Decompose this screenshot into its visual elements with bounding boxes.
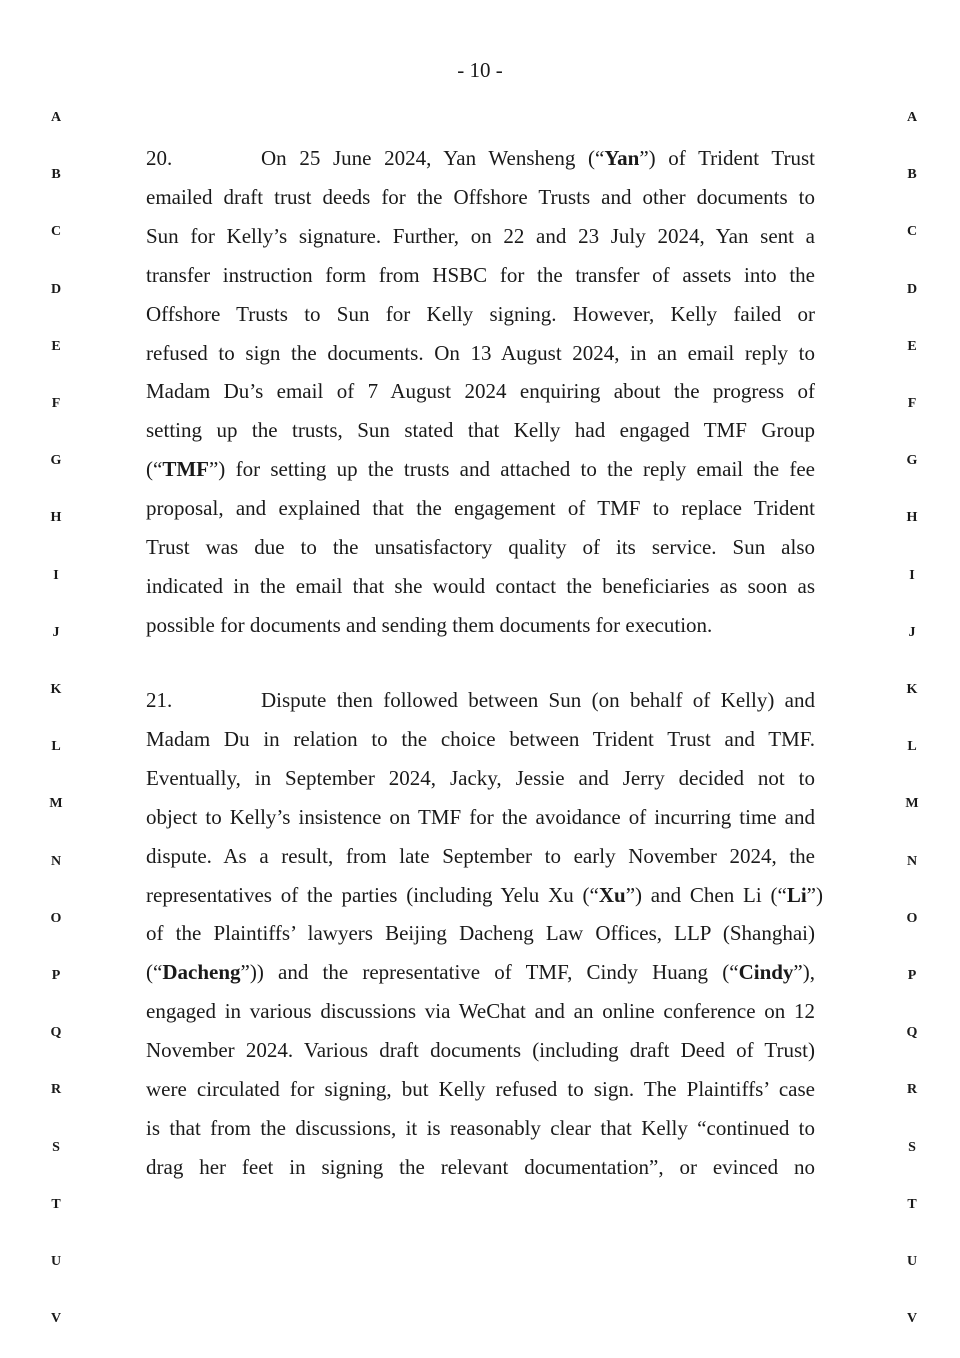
text-run: ”) for setting up the trusts and attached to the reply email the fee <box>208 457 815 482</box>
margin-letter-right: D <box>906 281 918 297</box>
paragraph-20-line <box>146 146 815 185</box>
margin-letter-right: P <box>907 968 917 983</box>
margin-letter-left: R <box>50 1082 62 1098</box>
text-run: Sun for Kelly’s signature. Further, on 22 and 23 July 2024, Yan sent a <box>146 223 815 248</box>
paragraph-number: 20. <box>146 146 173 170</box>
margin-letter-left: C <box>50 224 62 240</box>
margin-letter-left: L <box>51 739 61 755</box>
margin-letter-right: H <box>906 510 918 526</box>
text-run: Eventually, in September 2024, Jacky, Jessie and Jerry decided not to <box>146 765 815 790</box>
margin-letter-right: L <box>907 739 917 755</box>
text-run: refused to sign the documents. On 13 August 2024, in an email reply to <box>146 340 815 365</box>
margin-letter-right: F <box>907 396 917 411</box>
text-run: of the Plaintiffs’ lawyers Beijing Dacheng Law Offices, LLP (Shanghai) <box>146 921 815 946</box>
defined-term: Xu <box>598 882 626 907</box>
margin-letter-left: S <box>52 1139 60 1155</box>
margin-letter-right: R <box>906 1082 918 1098</box>
margin-letter-right: M <box>905 796 919 812</box>
text-run: ”) and Chen Li (“ <box>625 882 787 907</box>
text-run: dispute. As a result, from late September to early November 2024, the <box>146 843 815 868</box>
text-run: ”) <box>806 882 823 907</box>
margin-letter-left: A <box>50 110 62 125</box>
defined-term: Dacheng <box>162 960 241 985</box>
text-run: Dispute then followed between Sun (on behalf of Kelly) and <box>261 688 815 712</box>
paragraph-20-line <box>146 341 815 380</box>
defined-term: Yan <box>604 146 640 170</box>
margin-letter-right: J <box>908 624 916 640</box>
paragraph-21-line <box>146 1155 815 1194</box>
margin-letter-right: A <box>906 110 918 125</box>
paragraph-21-line <box>146 1077 815 1116</box>
margin-letter-left: K <box>50 682 62 697</box>
paragraph-20-line <box>146 574 815 613</box>
text-run: Trust was due to the unsatisfactory quality of its service. Sun also <box>146 535 815 559</box>
paragraph-20-line <box>146 457 815 496</box>
margin-letter-right: E <box>907 338 917 354</box>
margin-letter-left: I <box>53 567 59 583</box>
text-run: engaged in various discussions via WeChat and an online conference on 12 <box>146 999 815 1024</box>
paragraph-21-line <box>146 960 815 999</box>
paragraph-21-line <box>146 805 815 844</box>
text-run: (“ <box>146 960 163 985</box>
text-run: indicated in the email that she would contact the beneficiaries as soon as <box>146 573 815 598</box>
margin-letter-left: F <box>51 396 61 411</box>
margin-letter-left: O <box>50 910 62 926</box>
margin-letter-right: V <box>906 1311 918 1327</box>
margin-letter-left: P <box>51 968 61 983</box>
text-run: is that from the discussions, it is reasonably clear that Kelly “continued to <box>146 1115 815 1140</box>
paragraph-21-line <box>146 688 815 727</box>
text-run: On 25 June 2024, Yan Wensheng (“ <box>261 146 605 170</box>
text-run: November 2024. Various draft documents (including draft Deed of Trust) <box>146 1038 815 1063</box>
margin-letter-left: E <box>51 338 61 354</box>
text-run: ”)) and the representative of TMF, Cindy Huang (“ <box>240 960 739 985</box>
defined-term: Cindy <box>738 960 794 985</box>
text-run: were circulated for signing, but Kelly refused to sign. The Plaintiffs’ case <box>146 1077 815 1101</box>
margin-letter-right: N <box>906 853 918 869</box>
text-run: setting up the trusts, Sun stated that Kelly had engaged TMF Group <box>146 418 815 443</box>
paragraph-21-line <box>146 999 815 1038</box>
paragraph-20-line <box>146 379 815 418</box>
defined-term: Li <box>786 882 807 907</box>
paragraph-20-line <box>146 185 815 224</box>
margin-letter-right: T <box>907 1196 917 1212</box>
defined-term: TMF <box>162 457 209 482</box>
text-run: Offshore Trusts to Sun for Kelly signing. However, Kelly failed or <box>146 301 815 326</box>
text-run: object to Kelly’s insistence on TMF for the avoidance of incurring time and <box>146 804 815 829</box>
paragraph-21-line <box>146 727 815 766</box>
margin-letter-right: K <box>906 682 918 697</box>
margin-letter-left: V <box>50 1311 62 1327</box>
margin-letter-right: I <box>909 567 915 583</box>
margin-letter-right: S <box>908 1139 916 1155</box>
text-run: Madam Du in relation to the choice between Trident Trust and TMF. <box>146 726 815 751</box>
margin-letter-left: T <box>51 1196 61 1212</box>
margin-letter-left: G <box>50 453 62 469</box>
margin-letter-left: M <box>49 796 63 812</box>
margin-letter-right: B <box>907 167 917 183</box>
margin-letter-right: U <box>906 1254 918 1269</box>
text-run: emailed draft trust deeds for the Offshore Trusts and other documents to <box>146 184 815 209</box>
paragraph-21-line <box>146 1038 815 1077</box>
text-run: Madam Du’s email of 7 August 2024 enquiring about the progress of <box>146 379 815 404</box>
margin-letter-left: D <box>50 281 62 297</box>
paragraph-20-line <box>146 263 815 302</box>
margin-letter-left: N <box>50 853 62 869</box>
margin-letter-left: H <box>50 510 62 526</box>
paragraph-20-line <box>146 224 815 263</box>
page-number: - 10 - <box>457 58 503 82</box>
paragraph-20-line <box>146 613 815 652</box>
paragraph-21-line <box>146 844 815 883</box>
margin-letter-left: B <box>51 167 61 183</box>
paragraph-21-line <box>146 766 815 805</box>
text-run: representatives of the parties (including Yelu Xu (“ <box>146 882 599 907</box>
margin-letter-right: Q <box>906 1025 918 1041</box>
paragraph-20-line <box>146 535 815 574</box>
text-run: ”) of Trident Trust <box>639 146 816 170</box>
margin-letter-right: G <box>906 453 918 469</box>
paragraph-20-line <box>146 496 815 535</box>
paragraph-20-line <box>146 418 815 457</box>
paragraph-number: 21. <box>146 688 173 712</box>
text-run: proposal, and explained that the engagement of TMF to replace Trident <box>146 496 815 521</box>
text-run: ”), <box>793 960 815 985</box>
text-run: (“ <box>146 457 163 482</box>
margin-letter-right: O <box>906 910 918 926</box>
margin-letter-right: C <box>906 224 918 240</box>
paragraph-21-line <box>146 1116 815 1155</box>
paragraph-21-line <box>146 921 815 960</box>
margin-letter-left: J <box>52 624 60 640</box>
margin-letter-left: U <box>50 1254 62 1269</box>
text-run: transfer instruction form from HSBC for the transfer of assets into the <box>146 262 815 287</box>
margin-letter-left: Q <box>50 1025 62 1041</box>
paragraph-21-line <box>146 883 823 922</box>
text-run: possible for documents and sending them documents for execution. <box>146 612 713 637</box>
paragraph-20-line <box>146 302 815 341</box>
text-run: drag her feet in signing the relevant documentation”, or evinced no <box>146 1154 815 1179</box>
